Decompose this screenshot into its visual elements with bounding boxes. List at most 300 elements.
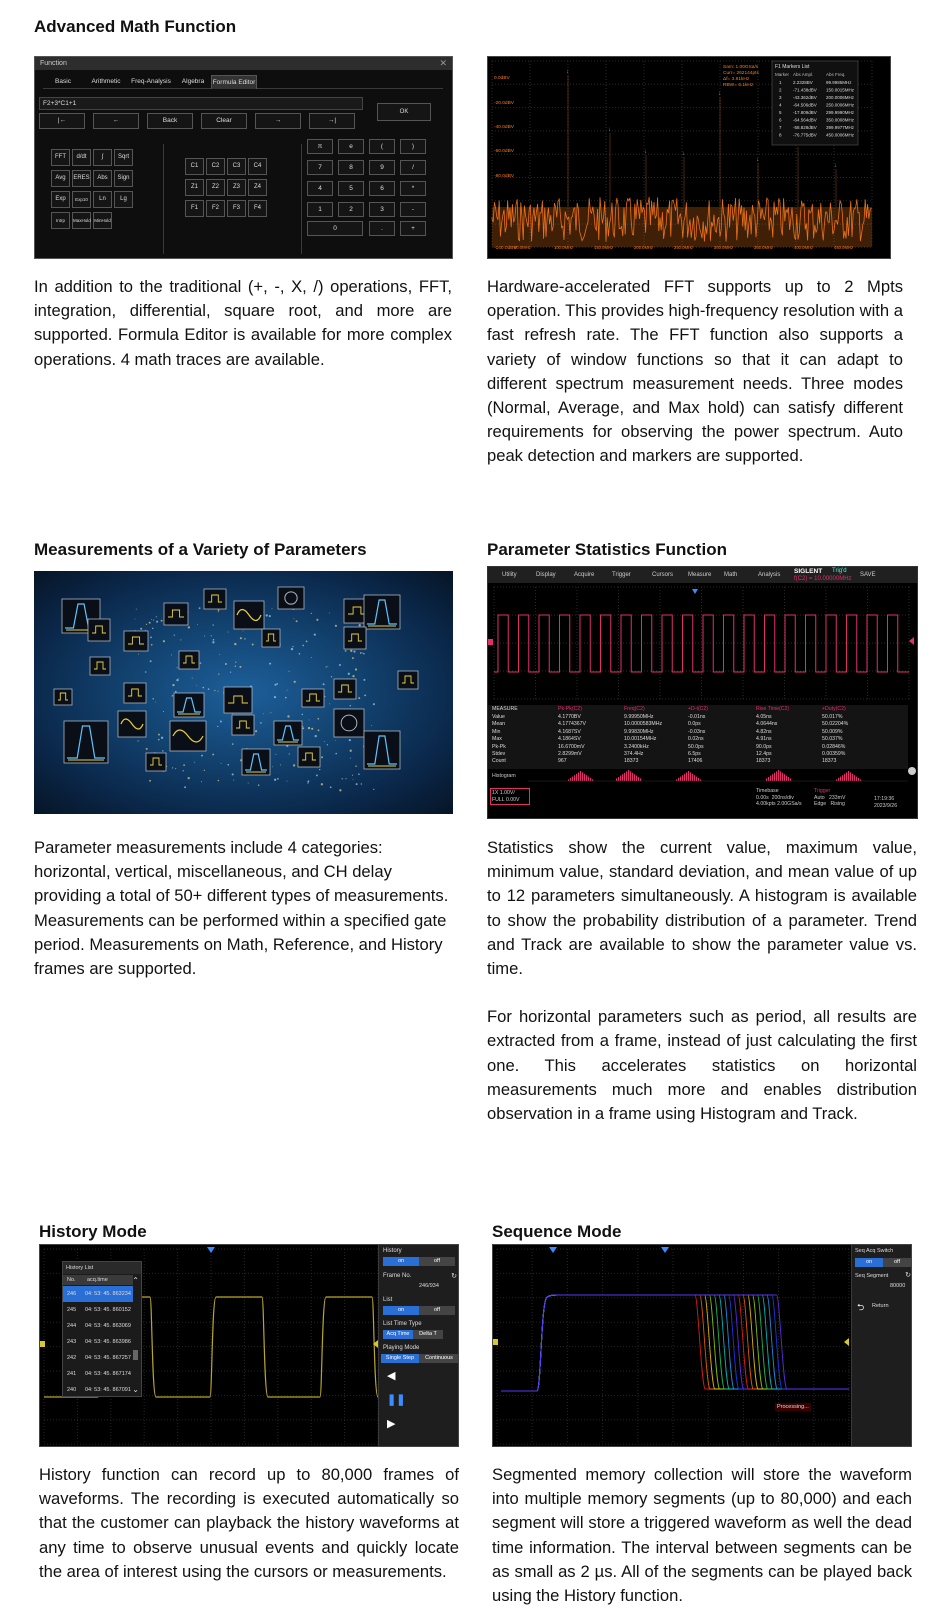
source-button[interactable]: Z1: [185, 179, 204, 196]
histogram-bar: [842, 775, 843, 781]
source-button[interactable]: F1: [185, 200, 204, 217]
sparkle-dot: [183, 770, 184, 771]
source-button[interactable]: C4: [248, 158, 267, 175]
single-step-toggle[interactable]: Single Step: [381, 1354, 419, 1363]
menu-analysis[interactable]: Analysis: [758, 572, 781, 578]
sparkle-dot: [274, 696, 276, 698]
measurement-thumbnail: [224, 687, 252, 713]
sparkle-dot: [192, 678, 193, 679]
source-button[interactable]: F4: [248, 200, 267, 217]
sparkle-dot: [197, 624, 198, 625]
sparkle-dot: [150, 637, 152, 639]
math-function-button[interactable]: Lg: [114, 191, 133, 208]
math-function-button[interactable]: Avg: [51, 170, 70, 187]
y-axis-label: -20.0dBV: [494, 101, 515, 106]
sparkle-dot: [218, 611, 219, 612]
nav-button[interactable]: Back: [147, 113, 193, 129]
sparkle-dot: [272, 766, 273, 767]
history-list-row[interactable]: [63, 1350, 133, 1366]
markers-header: Marker: [775, 72, 790, 77]
segment-waveform: [501, 1295, 849, 1391]
keypad-button[interactable]: 7: [307, 160, 333, 175]
sparkle-dot: [225, 663, 227, 665]
sparkle-dot: [293, 618, 294, 619]
sparkle-dot: [217, 691, 218, 692]
sparkle-dot: [329, 612, 330, 613]
keypad-button[interactable]: -: [400, 202, 426, 217]
history-description: History function can record up to 80,000 frames of waveforms. The recording is executed automatically so that the customer can playback the history waveforms at any time to observe unusual events and quickly locate the area of interest using the cursors or measurements.: [39, 1465, 459, 1581]
sparkle-dot: [362, 652, 363, 653]
frame-no-label: Frame No.: [383, 1273, 412, 1279]
keypad-button[interactable]: +: [400, 221, 426, 236]
menu-utility[interactable]: Utility: [502, 572, 517, 578]
math-function-button[interactable]: FFT: [51, 149, 70, 166]
table-header-cell: Pk-Pk(C2): [558, 706, 582, 712]
source-button[interactable]: Z4: [248, 179, 267, 196]
sparkle-dot: [255, 730, 257, 732]
tab-arithmetic[interactable]: Arithmetic: [91, 78, 121, 85]
segment-waveform: [501, 1295, 849, 1391]
siglent-logo: SIGLENT: [794, 568, 823, 575]
sparkle-dot: [307, 780, 309, 782]
keypad-button[interactable]: 3: [369, 202, 395, 217]
source-button[interactable]: C2: [206, 158, 225, 175]
source-button[interactable]: C1: [185, 158, 204, 175]
math-function-button[interactable]: ERES: [72, 170, 91, 187]
play-icon[interactable]: ▶: [387, 1418, 396, 1430]
history-list-row[interactable]: [63, 1382, 133, 1398]
keypad-button[interactable]: 2: [338, 202, 364, 217]
table-cell: 4.1770BV: [558, 714, 581, 720]
keypad-button[interactable]: 1: [307, 202, 333, 217]
sparkle-dot: [199, 607, 201, 609]
sparkle-dot: [162, 750, 164, 752]
measurement-thumbnail: [334, 679, 356, 699]
histogram-bar: [694, 775, 695, 781]
segment-waveform: [501, 1295, 849, 1391]
measurement-thumbnail: [90, 657, 110, 675]
seq-on-toggle[interactable]: on: [855, 1258, 883, 1267]
sparkle-dot: [158, 739, 160, 741]
table-cell: Stdev: [492, 751, 506, 757]
histogram-bar: [854, 775, 855, 781]
timebase-scale: 200ns/div: [771, 794, 794, 801]
sparkle-dot: [280, 764, 281, 765]
sparkle-dot: [252, 644, 254, 646]
sparkle-dot: [270, 712, 271, 713]
sparkle-dot: [175, 768, 176, 769]
sparkle-dot: [248, 783, 249, 784]
measurement-thumbnail: [232, 715, 254, 735]
histogram-bar: [846, 772, 847, 781]
nav-button[interactable]: →: [255, 113, 301, 129]
sparkle-dot: [269, 615, 271, 617]
memory-depth: 4.00kpts: [756, 801, 776, 807]
histogram-bar: [840, 777, 841, 781]
menu-trigger[interactable]: Trigger: [612, 572, 631, 578]
seq-acq-switch-label: Seq Acq Switch: [855, 1248, 894, 1254]
keypad-button[interactable]: .: [369, 221, 395, 236]
marker-row-value: -43.362dBV: [793, 95, 817, 100]
histogram-bar: [634, 774, 635, 781]
sparkle-dot: [311, 728, 313, 730]
keypad-button[interactable]: /: [400, 160, 426, 175]
sparkle-dot: [218, 609, 220, 611]
sparkle-dot: [214, 690, 215, 691]
frame-no-value[interactable]: 246/934: [419, 1283, 439, 1289]
menu-measure[interactable]: Measure: [688, 572, 712, 578]
sparkle-dot: [358, 697, 360, 699]
continuous-toggle[interactable]: Continuous: [419, 1354, 459, 1363]
marker-label: ↓: [644, 149, 647, 155]
table-cell: 967: [558, 758, 567, 765]
history-row-number: 241: [67, 1371, 77, 1377]
history-list-row[interactable]: [63, 1286, 133, 1302]
math-function-button[interactable]: Ln: [93, 191, 112, 208]
sparkle-dot: [213, 624, 214, 625]
history-list-row[interactable]: [63, 1318, 133, 1334]
fft-spectrum-screenshot: [487, 56, 891, 259]
keypad-button[interactable]: 4: [307, 181, 333, 196]
x-axis-label: 250.0MHz: [674, 245, 694, 250]
sequence-description: Segmented memory collection will store the waveform into multiple memory segments (up to 80,000) and each segment will store a triggered waveform as well the dead time information. The interval between segments can be as small as 2 µs. All of the segments can be played back using the History function.: [492, 1465, 912, 1606]
keypad-button[interactable]: 9: [369, 160, 395, 175]
histogram-bar: [682, 775, 683, 781]
return-icon[interactable]: ⮌: [857, 1302, 865, 1312]
table-cell: Max: [492, 736, 502, 743]
histogram-label: Histogram: [492, 773, 516, 779]
segment-refresh-icon[interactable]: ↻: [905, 1272, 911, 1279]
sparkle-dot: [360, 652, 362, 654]
chevron-down-icon[interactable]: ⌄: [132, 1385, 139, 1394]
sparkle-dot: [150, 660, 152, 662]
sparkle-dot: [316, 619, 318, 621]
keypad-button[interactable]: (: [369, 139, 395, 154]
history-list-row[interactable]: [63, 1334, 133, 1350]
ok-button[interactable]: OK: [377, 103, 431, 121]
sparkle-dot: [307, 782, 308, 783]
trigger-level-marker: [909, 637, 914, 645]
table-cell: 9.99950MHz: [624, 714, 654, 720]
histogram-bar: [684, 774, 685, 781]
measurement-thumbnail: [174, 693, 204, 717]
segment-waveform: [501, 1295, 849, 1391]
acq-time-toggle[interactable]: Acq Time: [383, 1330, 413, 1339]
sparkle-dot: [204, 770, 205, 771]
sparkle-dot: [140, 628, 142, 630]
sparkle-dot: [156, 616, 157, 617]
marker-row-value: 150.0015MHz: [826, 87, 855, 93]
marker-row-value: 200.0006MHz: [826, 95, 855, 100]
history-list-row[interactable]: [63, 1302, 133, 1318]
clock: [874, 796, 897, 809]
sparkle-dot: [218, 780, 220, 782]
measurement-thumbnail: [88, 619, 110, 641]
measurement-thumbnail: [274, 721, 302, 745]
history-row-time: 04: 53: 45. 867091: [85, 1387, 131, 1393]
menu-save[interactable]: SAVE: [860, 572, 876, 578]
sparkle-dot: [356, 783, 358, 785]
menu-math[interactable]: Math: [724, 572, 738, 578]
source-button[interactable]: F3: [227, 200, 246, 217]
table-cell: 4.91ns: [756, 736, 772, 743]
sparkle-dot: [158, 734, 160, 736]
history-off-toggle[interactable]: off: [419, 1257, 455, 1266]
trigger-position-marker: [661, 1247, 669, 1253]
measurement-thumbnail: [124, 683, 146, 703]
close-icon[interactable]: ✕: [439, 58, 447, 68]
marker-label: ↓: [834, 163, 837, 169]
history-row-time: 04: 53: 45. 867257: [85, 1355, 131, 1361]
sparkle-dot: [161, 620, 163, 622]
keypad-button[interactable]: π: [307, 139, 333, 154]
math-function-button[interactable]: Sign: [114, 170, 133, 187]
markers-header: Abs Ampl.: [793, 72, 814, 77]
tab-freq-analysis[interactable]: Freq-Analysis: [131, 78, 171, 85]
sparkle-dot: [274, 779, 276, 781]
sparkle-dot: [287, 781, 288, 782]
formula-input[interactable]: F2+3*C1+1: [39, 97, 363, 110]
sparkle-dot: [324, 741, 325, 742]
markers-list-title: F1 Markers List: [775, 64, 810, 70]
sparkle-dot: [291, 648, 293, 650]
table-cell: 50.017%: [822, 714, 843, 720]
list-scrollbar[interactable]: [133, 1350, 138, 1360]
histogram-bar: [776, 771, 777, 781]
nav-button[interactable]: Clear: [201, 113, 247, 129]
trigger-level: 233mV: [829, 794, 846, 801]
history-on-toggle[interactable]: on: [383, 1257, 419, 1266]
history-row-time: 04: 53: 45. 863069: [85, 1323, 131, 1329]
markers-header: Abs Freq.: [826, 72, 846, 77]
sparkle-dot: [177, 667, 178, 668]
sparkle-dot: [188, 626, 190, 628]
sparkle-dot: [178, 678, 179, 679]
list-on-toggle[interactable]: on: [383, 1306, 419, 1315]
sparkle-dot: [213, 639, 215, 641]
sparkle-dot: [146, 748, 148, 750]
keypad-button[interactable]: 5: [338, 181, 364, 196]
measurement-thumbnail: [54, 689, 72, 705]
measurement-thumbnail: [298, 747, 320, 767]
delta-t-toggle[interactable]: Delta T: [413, 1330, 443, 1339]
sparkle-dot: [321, 783, 323, 785]
chevron-up-icon[interactable]: ⌃: [132, 1276, 139, 1285]
histogram-bar: [586, 775, 587, 781]
tab-basic[interactable]: Basic: [55, 78, 71, 85]
math-function-button[interactable]: Abs: [93, 170, 112, 187]
frame-refresh-icon[interactable]: ↻: [451, 1273, 457, 1280]
history-row-time: 04: 53: 45. 863986: [85, 1339, 131, 1345]
math-function-button[interactable]: MaxHold: [72, 212, 91, 229]
keypad-button[interactable]: *: [400, 181, 426, 196]
sparkle-dot: [292, 646, 293, 647]
table-cell: 16.6700mV: [558, 743, 585, 750]
seq-off-toggle[interactable]: off: [883, 1258, 911, 1267]
tab-algebra[interactable]: Algebra: [181, 78, 205, 85]
menu-cursors[interactable]: Cursors: [652, 572, 674, 578]
measurement-icons-collage: [34, 571, 453, 814]
return-button[interactable]: Return: [872, 1303, 889, 1309]
sparkle-dot: [218, 673, 219, 674]
sparkle-dot: [302, 645, 304, 647]
histogram-bar: [630, 771, 631, 781]
sparkle-dot: [352, 775, 353, 776]
nav-button[interactable]: |←: [39, 113, 85, 129]
history-row-time: 04: 53: 45. 860152: [85, 1307, 131, 1313]
math-function-button[interactable]: MinHold: [93, 212, 112, 229]
histogram-bar: [690, 772, 691, 781]
marker-row-value: 399.9977MHz: [826, 125, 855, 130]
trigger-type: Edge: [814, 801, 827, 807]
table-cell: 10.0000583MHz: [624, 721, 663, 728]
channel-marker: [493, 1339, 498, 1345]
channel-marker: [488, 639, 493, 645]
histogram-bar: [692, 774, 693, 781]
table-header-cell: Freq(C2): [624, 706, 645, 712]
sparkle-dot: [352, 657, 354, 659]
step-back-icon[interactable]: ◀: [387, 1370, 396, 1382]
source-button[interactable]: Z3: [227, 179, 246, 196]
keypad-button[interactable]: 0: [307, 221, 363, 236]
sequence-mode-screenshot: [492, 1244, 912, 1447]
fft-info: Curr= 262144pts: [723, 71, 759, 76]
keypad-button[interactable]: e: [338, 139, 364, 154]
math-function-button[interactable]: Exp10: [72, 191, 91, 208]
table-cell: 4.82ns: [756, 728, 772, 735]
header-acq-time: acq.time: [87, 1277, 108, 1283]
source-button[interactable]: C3: [227, 158, 246, 175]
table-cell: 50.009%: [822, 728, 843, 735]
histogram-bar: [698, 778, 699, 781]
histogram-bar: [856, 777, 857, 781]
x-axis-label: 200.0MHz: [634, 245, 654, 250]
marker-row-value: 299.9990MHz: [826, 110, 855, 115]
source-button[interactable]: Z2: [206, 179, 225, 196]
nav-button[interactable]: ←: [93, 113, 139, 129]
sparkle-dot: [228, 631, 229, 632]
sparkle-dot: [302, 727, 304, 729]
table-cell: 3.2400kHz: [624, 743, 649, 750]
math-description: In addition to the traditional (+, -, X, /) operations, FFT, integration, differential, square root, and more are supported. Formula Editor is available for more complex operations. 4 math traces are available.: [34, 277, 452, 369]
histogram-bar: [838, 778, 839, 781]
sparkle-dot: [289, 671, 290, 672]
measurements-illustration: [34, 571, 453, 814]
segment-waveform: [501, 1295, 849, 1391]
nav-button[interactable]: →|: [309, 113, 355, 129]
sparkle-dot: [243, 630, 244, 631]
sparkle-dot: [203, 687, 205, 689]
history-mode-screenshot: [39, 1244, 459, 1447]
sparkle-dot: [161, 737, 163, 739]
list-off-toggle[interactable]: off: [419, 1306, 455, 1315]
sparkle-dot: [309, 719, 310, 720]
marker-row-value: -71.438dBV: [793, 87, 817, 93]
sparkle-dot: [314, 634, 316, 636]
sparkle-dot: [156, 621, 158, 623]
processing-label: Processing...: [777, 1404, 809, 1410]
table-cell: -0.01ns: [688, 714, 706, 720]
marker-label: ↓: [566, 69, 569, 75]
probe-ratio: 1X: [492, 790, 499, 796]
history-list-title: History List: [63, 1262, 141, 1274]
measurement-thumbnail: [278, 587, 304, 609]
table-cell: 2.8299mV: [558, 751, 582, 757]
sparkle-dot: [361, 783, 362, 784]
keypad-button[interactable]: ): [400, 139, 426, 154]
channel-info: [490, 788, 530, 805]
sparkle-dot: [364, 694, 366, 696]
sparkle-dot: [353, 650, 355, 652]
divider: [163, 144, 164, 254]
channel-offset: 0.00V: [505, 796, 520, 803]
history-row-number: 240: [67, 1387, 77, 1393]
histogram-bar: [686, 772, 687, 781]
trigger-mode: Auto: [814, 794, 825, 801]
menu-display[interactable]: Display: [536, 572, 556, 578]
keypad-button[interactable]: 6: [369, 181, 395, 196]
history-side-panel: [378, 1245, 459, 1446]
histogram-bar: [852, 774, 853, 781]
marker-row-value: 3: [779, 95, 782, 100]
sparkle-dot: [276, 683, 278, 685]
menu-acquire[interactable]: Acquire: [574, 572, 595, 578]
source-button[interactable]: F2: [206, 200, 225, 217]
keypad-button[interactable]: 8: [338, 160, 364, 175]
marker-row-value: 250.0006MHz: [826, 102, 855, 108]
table-cell: 4.1774367V: [558, 721, 586, 728]
sparkle-dot: [349, 739, 351, 741]
y-axis-label: -40.0dBV: [494, 125, 515, 130]
table-header-cell: Rise Time(C2): [756, 706, 790, 712]
histogram-bar: [778, 770, 779, 781]
timebase-info: [756, 788, 802, 808]
sparkle-dot: [146, 624, 147, 625]
sparkle-dot: [258, 784, 260, 786]
histogram-bar: [858, 778, 859, 781]
histogram-bar: [772, 774, 773, 781]
tab-formula-editor[interactable]: Formula Editor: [211, 75, 257, 89]
sparkle-dot: [180, 639, 181, 640]
sparkle-dot: [155, 702, 156, 703]
history-section-title: History Mode: [39, 1222, 147, 1241]
sparkle-dot: [201, 755, 203, 757]
sparkle-dot: [134, 619, 135, 620]
marker-row-value: -64.564dBV: [793, 117, 817, 123]
seq-segment-value[interactable]: 80000: [890, 1283, 906, 1289]
square-wave-display: [488, 567, 918, 819]
measurement-thumbnail: [146, 753, 166, 771]
math-function-button[interactable]: ∫: [93, 149, 112, 166]
measurement-thumbnail: [179, 651, 199, 669]
marker-row-value: 7: [779, 125, 782, 130]
measurement-thumbnail: [64, 721, 108, 763]
table-cell: 0.02ns: [688, 736, 704, 743]
math-function-button[interactable]: Exp: [51, 191, 70, 208]
history-list-row[interactable]: [63, 1366, 133, 1382]
table-cell: 0.02846%: [822, 743, 846, 750]
x-axis-label: 100.0MHz: [554, 245, 574, 250]
math-function-button[interactable]: Sqrt: [114, 149, 133, 166]
sparkle-dot: [174, 634, 175, 635]
segment-waveform: [501, 1295, 849, 1391]
math-function-button[interactable]: d/dt: [72, 149, 91, 166]
table-cell: 18373: [624, 758, 639, 765]
histogram-bar: [784, 774, 785, 781]
pause-icon[interactable]: ❚❚: [387, 1394, 406, 1406]
sparkle-dot: [219, 654, 220, 655]
math-function-button[interactable]: Intrp: [51, 212, 70, 229]
